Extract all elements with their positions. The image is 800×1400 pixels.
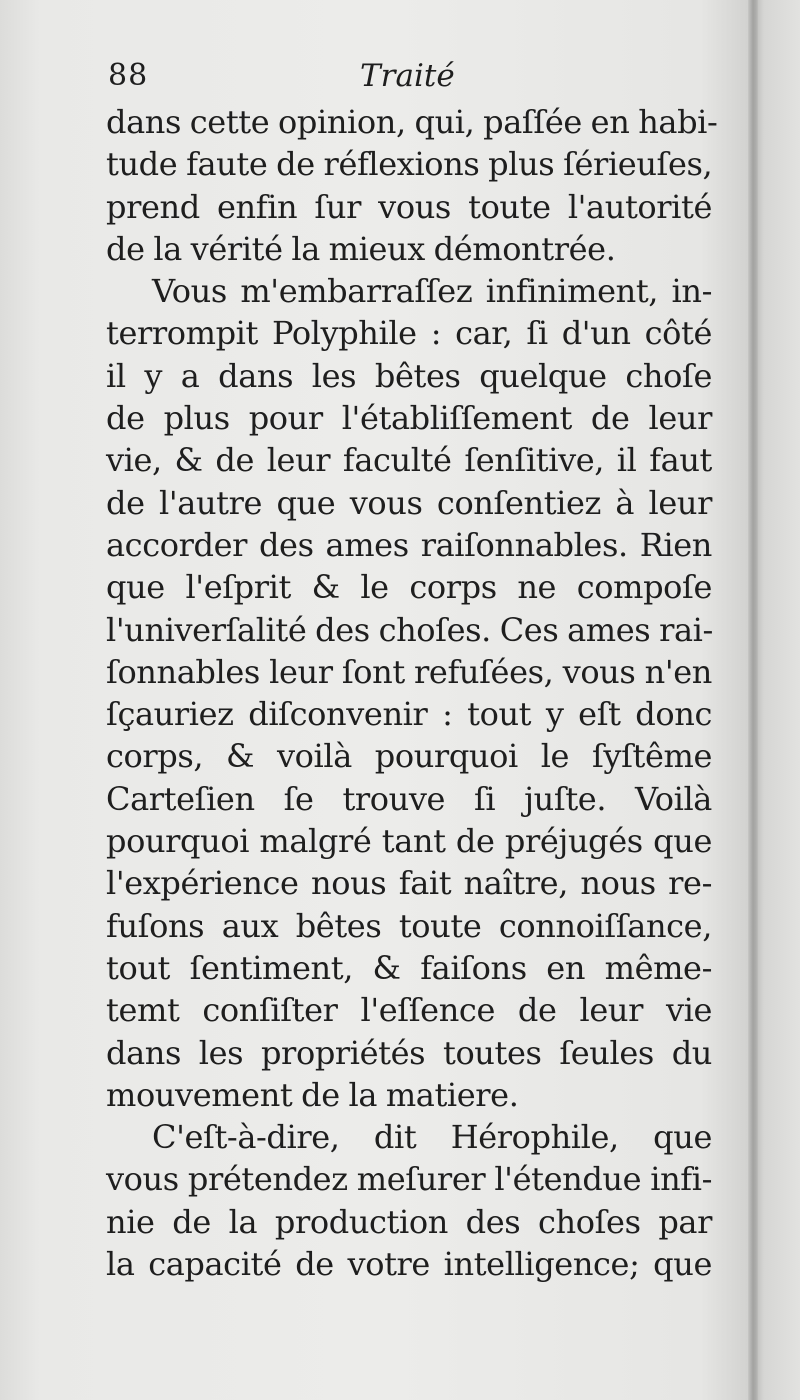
text-line: ſçauriez diſconvenir : tout y eſt donc — [106, 695, 712, 734]
text-line: l'expérience nous fait naître, nous re- — [106, 864, 712, 903]
gutter-shadow — [748, 0, 758, 1400]
text-line: C'eſt-à-dire, dit Hérophile, que — [152, 1118, 712, 1157]
text-line: dans les propriétés toutes ſeules du — [106, 1033, 712, 1072]
text-line: de l'autre que vous conſentiez à leur — [106, 483, 712, 522]
text-line: de la vérité la mieux démontrée. — [106, 229, 616, 268]
text-line: la capacité de votre intelligence; que — [106, 1245, 712, 1284]
text-line: ſonnables leur ſont refuſées, vous n'en — [106, 652, 712, 691]
text-line: tout ſentiment, & faiſons en même- — [106, 948, 712, 987]
text-line: vie, & de leur faculté ſenſitive, il faut — [106, 441, 712, 480]
paragraph-2 — [106, 270, 712, 1116]
text-line: l'univerſalité des choſes. Ces ames rai- — [106, 610, 713, 649]
text-line: prend enfin ſur vous toute l'autorité — [106, 187, 712, 226]
text-line: de plus pour l'établiſſement de leur — [106, 399, 712, 438]
paragraph-1 — [106, 101, 718, 270]
text-line: fuſons aux bêtes toute connoiſſance, — [106, 906, 712, 945]
page-header — [108, 56, 712, 96]
text-line: mouvement de la matiere. — [106, 1075, 519, 1114]
text-line: accorder des ames raiſonnables. Rien — [106, 525, 712, 564]
text-line: pourquoi malgré tant de préjugés que — [106, 822, 712, 861]
text-line: Carteſien ſe trouve ſi juſte. Voilà — [106, 779, 712, 818]
text-line: vous prétendez meſurer l'étendue infi- — [106, 1160, 712, 1199]
running-title: Traité — [360, 58, 455, 94]
body-text — [106, 101, 718, 1285]
text-line: que l'eſprit & le corps ne compoſe — [106, 568, 712, 607]
text-line: corps, & voilà pourquoi le ſyſtême — [106, 737, 712, 776]
text-line: Vous m'embarraſſez infiniment, in- — [152, 272, 712, 311]
text-line: temt conſiſter l'eſſence de leur vie — [106, 991, 712, 1030]
paragraph-3 — [106, 1116, 712, 1285]
text-line: il y a dans les bêtes quelque choſe — [106, 356, 712, 395]
text-line: terrompit Polyphile : car, ſi d'un côté — [106, 314, 712, 353]
text-line: tude faute de réflexions plus ſérieuſes, — [106, 145, 713, 184]
text-line: nie de la production des choſes par — [106, 1202, 712, 1241]
text-line: dans cette opinion, qui, paſſée en habi- — [106, 103, 718, 141]
page-number: 88 — [108, 58, 149, 93]
